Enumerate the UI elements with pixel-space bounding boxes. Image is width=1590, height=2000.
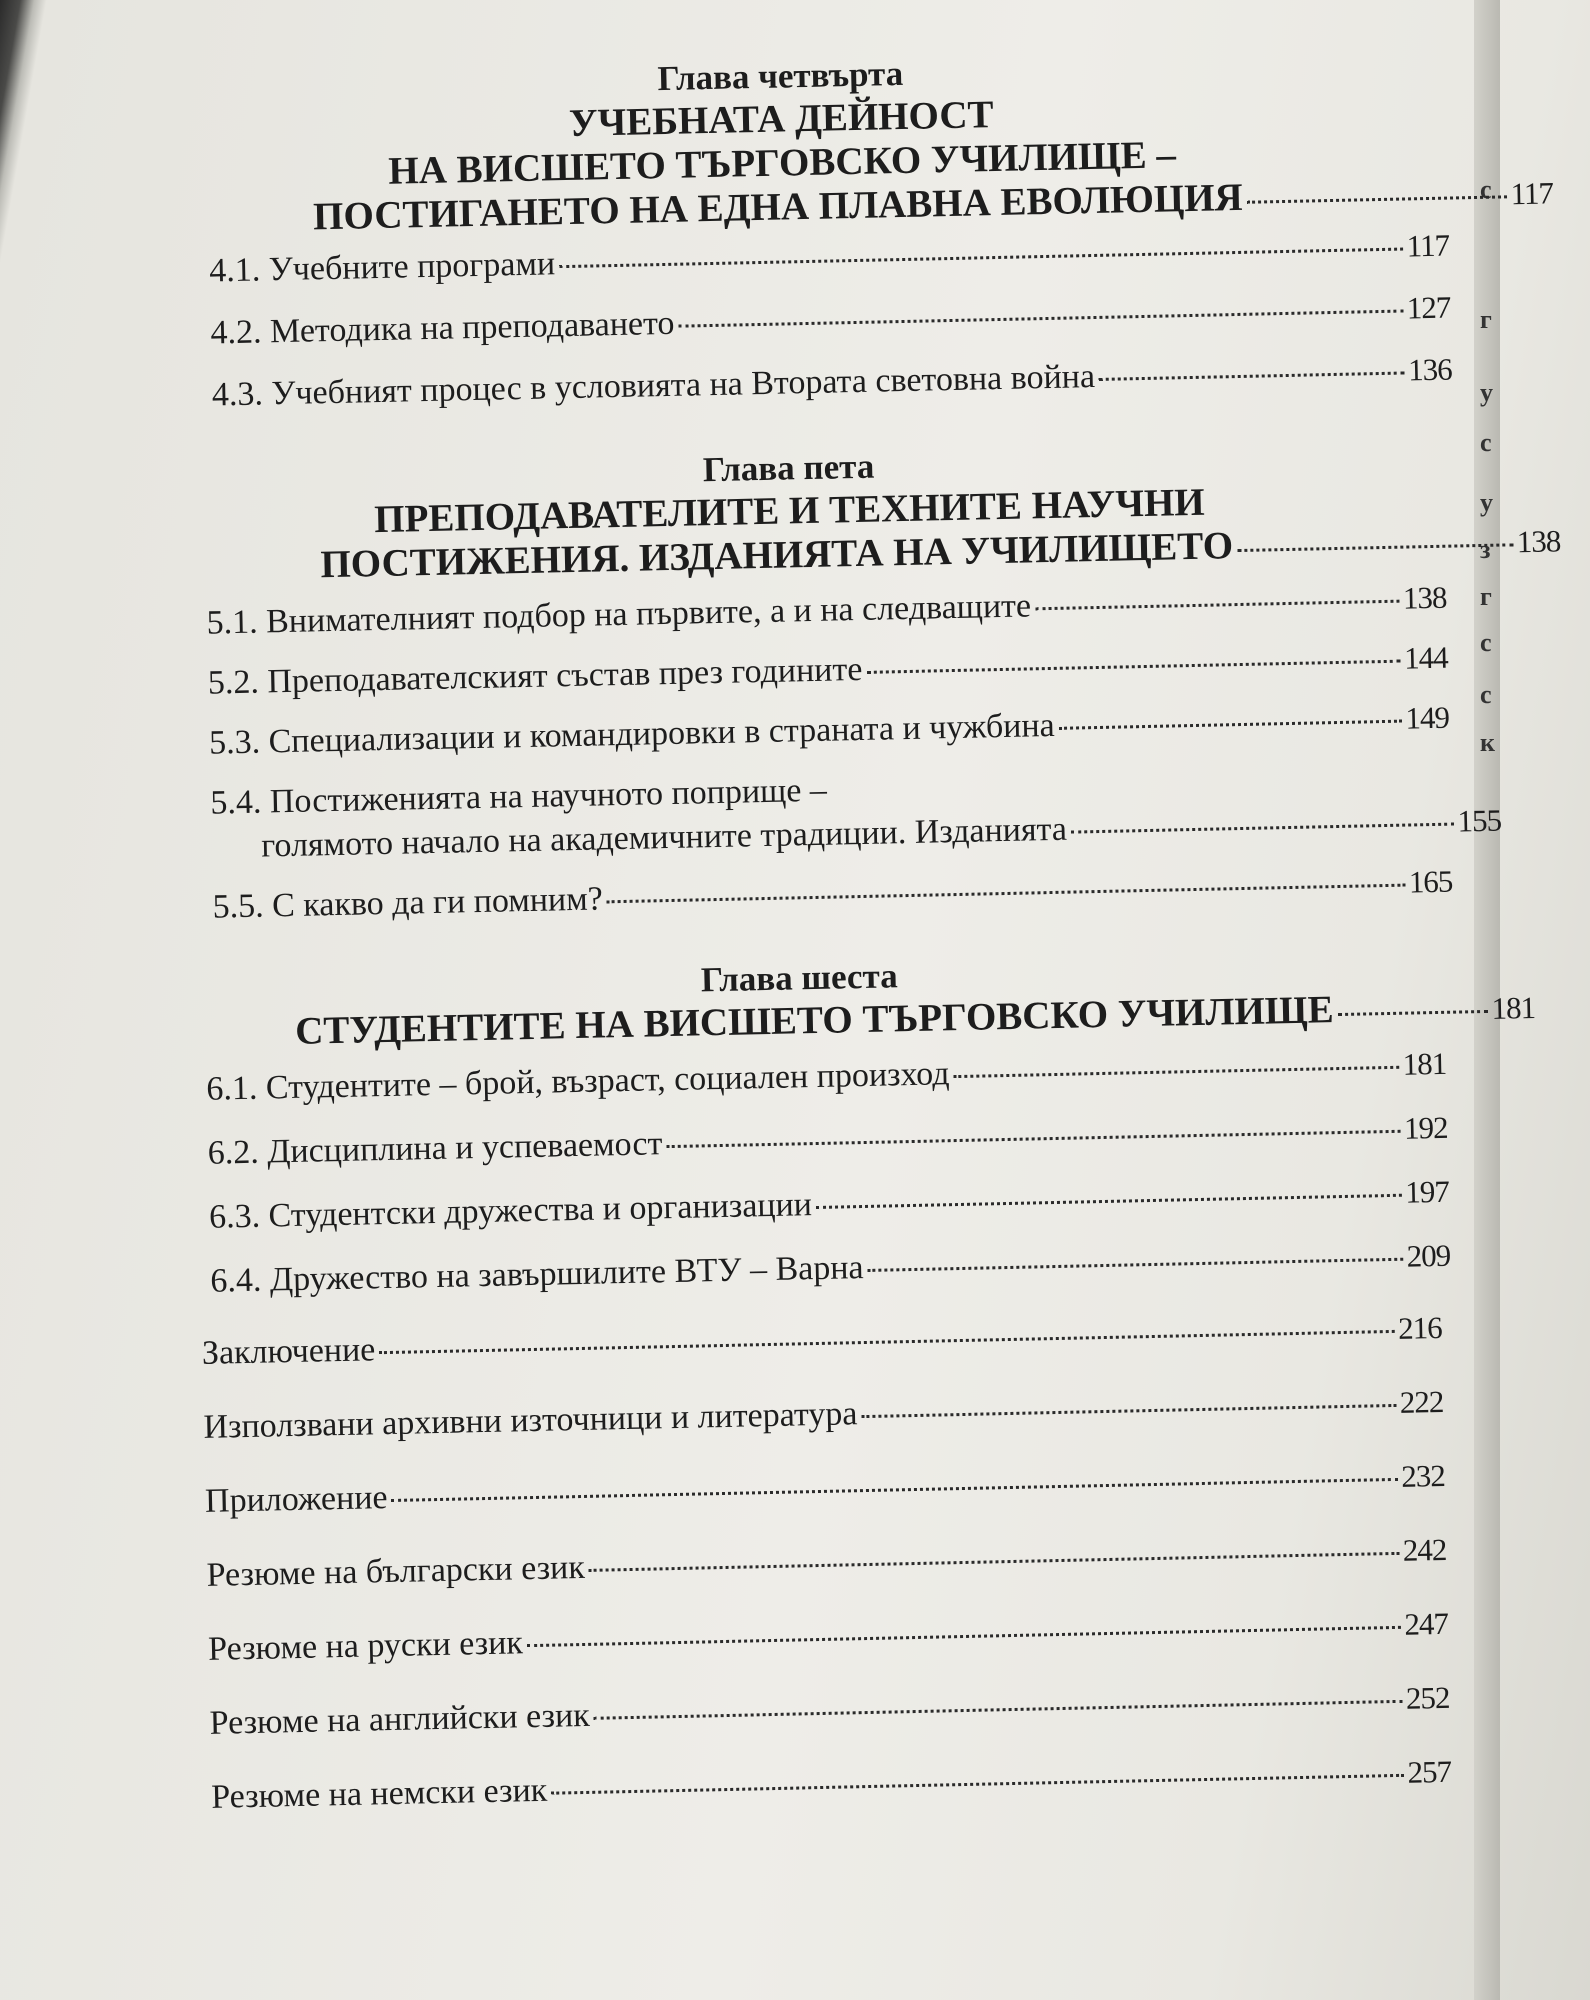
dot-leader: [607, 884, 1405, 904]
dot-leader: [1237, 543, 1513, 552]
page-number: 247: [1404, 1605, 1449, 1642]
dot-leader: [868, 1258, 1403, 1272]
entry-title: Резюме на руски език: [207, 1624, 524, 1668]
facing-page-fragment: с: [1480, 680, 1492, 709]
entry-title: Заключение: [201, 1331, 376, 1372]
dot-leader: [392, 1478, 1398, 1502]
facing-page-fragment: к: [1480, 728, 1495, 757]
chapter-title-line: ПОСТИЖЕНИЯ. ИЗДАНИЯТА НА УЧИЛИЩЕТО: [320, 524, 1234, 587]
dot-leader: [816, 1194, 1402, 1209]
dot-leader: [666, 1130, 1400, 1148]
entry-title: Използвани архивни източници и литература: [203, 1395, 858, 1446]
entry-title: 5.2. Преподавателският състав през годините: [207, 650, 863, 702]
page-number: 216: [1397, 1309, 1443, 1346]
page-number: 117: [1510, 175, 1554, 212]
dot-leader: [678, 310, 1402, 328]
entry-title: Приложение: [204, 1479, 388, 1520]
dot-leader: [1099, 372, 1404, 381]
page-number: 127: [1406, 289, 1451, 326]
page-number: 138: [1402, 579, 1447, 616]
page-number: 149: [1405, 699, 1450, 736]
entry-title: 6.1. Студентите – брой, възраст, социален произход: [206, 1055, 950, 1108]
page-number: 138: [1516, 523, 1561, 560]
chapter-title-line: СТУДЕНТИТЕ НА ВИСШЕТО ТЪРГОВСКО УЧИЛИЩЕ: [294, 988, 1335, 1053]
dot-leader: [1059, 720, 1402, 730]
page-number: 209: [1406, 1237, 1451, 1274]
entry-title: 6.4. Дружество на завършилите ВТУ – Варна: [210, 1249, 864, 1300]
page-number: 136: [1407, 351, 1452, 388]
entry-title: 4.1. Учебните програми: [208, 245, 556, 290]
page-number: 232: [1400, 1457, 1446, 1494]
chapter-label: Глава шеста: [700, 956, 898, 1000]
chapter-label: Глава четвърта: [657, 53, 904, 99]
dot-leader: [379, 1330, 1394, 1354]
entry-title: Резюме на немски език: [210, 1771, 548, 1816]
dot-leader: [954, 1066, 1399, 1078]
chapter-title-line: ПРЕПОДАВАТЕЛИТЕ И ТЕХНИТЕ НАУЧНИ: [373, 480, 1206, 542]
dot-leader: [861, 1404, 1395, 1418]
page-number: 117: [1406, 227, 1450, 264]
page-number: 155: [1457, 802, 1502, 839]
page-number: 257: [1407, 1753, 1452, 1790]
facing-page-fragment: с: [1480, 628, 1492, 657]
page-number: 252: [1405, 1679, 1450, 1716]
entry-title-continuation: голямото начало на академичните традиции. Изданията: [260, 810, 1068, 865]
entry-title: 5.1. Внимателният подбор на първите, а и на следващите: [206, 587, 1032, 642]
facing-page-fragment: з: [1480, 535, 1491, 564]
dot-leader: [559, 248, 1403, 269]
chapter-title-line: ПОСТИГАНЕТО НА ЕДНА ПЛАВНА ЕВОЛЮЦИЯ: [312, 175, 1244, 239]
entry-title: Резюме на английски език: [209, 1696, 591, 1742]
facing-page-fragment: с: [1480, 175, 1492, 204]
dot-leader: [594, 1700, 1402, 1720]
page-number: 181: [1491, 989, 1536, 1026]
dot-leader: [589, 1552, 1399, 1572]
entry-title: 4.3. Учебният процес в условията на Втората световна война: [211, 358, 1096, 414]
entry-title: Резюме на български език: [206, 1548, 586, 1594]
entry-title: 5.5. С какво да ги помним?: [212, 880, 604, 926]
page-number: 181: [1402, 1045, 1447, 1082]
page-number: 242: [1402, 1531, 1447, 1568]
chapter-label: Глава пета: [702, 446, 875, 490]
facing-page-fragment: г: [1480, 582, 1492, 611]
page-number: 222: [1399, 1383, 1444, 1420]
chapter-heading: [215, 44, 1347, 198]
entry-title: 6.2. Дисциплина и успеваемост: [207, 1125, 663, 1172]
entry-title: 4.2. Методика на преподаването: [210, 304, 675, 352]
chapter-title-line: УЧЕБНАТА ДЕЙНОСТ: [568, 93, 994, 145]
dot-leader: [527, 1626, 1401, 1647]
page-number: 165: [1408, 863, 1453, 900]
dot-leader: [866, 660, 1400, 674]
chapter-title-line: НА ВИСШЕТО ТЪРГОВСКО УЧИЛИЩЕ –: [387, 133, 1177, 193]
table-of-contents-page: [175, 42, 1561, 1988]
dot-leader: [1035, 600, 1399, 611]
dot-leader: [1338, 1010, 1488, 1016]
entry-title: 6.3. Студентски дружества и организации: [208, 1186, 813, 1236]
entry-title: 5.3. Специализации и командировки в страната и чужбина: [208, 706, 1056, 762]
facing-page-fragment: у: [1480, 378, 1493, 407]
facing-page-fragment: с: [1480, 428, 1492, 457]
page-number: 144: [1403, 639, 1449, 676]
dot-leader: [1071, 823, 1454, 834]
dot-leader: [551, 1774, 1403, 1795]
facing-page-fragment: у: [1480, 488, 1493, 517]
facing-page-fragment: г: [1480, 305, 1492, 334]
entry-title: 5.4. Постиженията на научното поприще –: [210, 771, 828, 822]
dot-leader: [1247, 195, 1507, 203]
page-number: 192: [1403, 1109, 1448, 1146]
page-number: 197: [1404, 1173, 1450, 1210]
